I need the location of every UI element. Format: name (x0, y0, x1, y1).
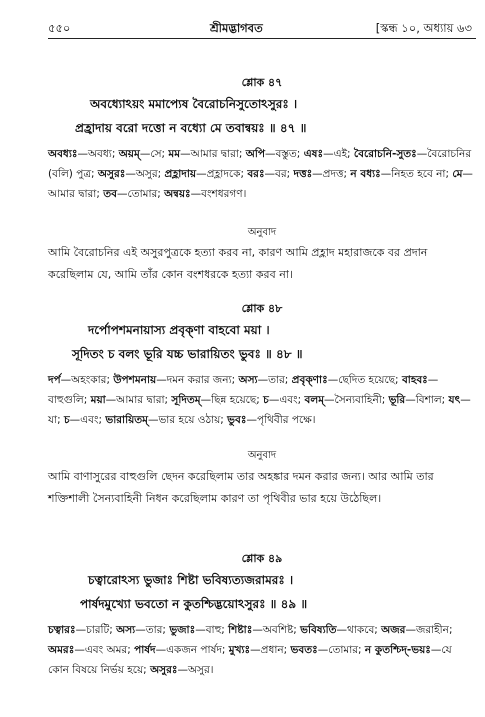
synonym-term: ভূরি (388, 394, 406, 406)
synonym-meaning: —অবধ্য; (77, 148, 119, 160)
synonym-term: যৎ (448, 394, 461, 406)
synonym-meaning: —ছেদিত হয়েছে; (327, 374, 402, 386)
synonyms-paragraph (48, 370, 474, 430)
synonym-meaning: —একজন পার্ষদ; (155, 644, 229, 656)
synonym-term: চ (63, 414, 70, 426)
synonym-term: বাহবঃ (401, 374, 428, 386)
synonym-meaning: —ছিন্ন হয়েছে; (200, 394, 264, 406)
synonym-meaning: —আমার দ্বারা; (48, 168, 473, 200)
synonym-meaning: —বংশধরগণ। (190, 188, 247, 200)
verse-line: দর্পোপশমনায়াস্য প্রবৃক্ণা বাহবো ময়া । (88, 323, 270, 337)
synonym-term: ভুজাঃ (169, 624, 196, 636)
synonym-term: প্রবৃক্ণাঃ (291, 374, 328, 386)
verse-heading: শ্লোক ৪৮ (241, 302, 283, 315)
synonym-meaning: —বর; (264, 168, 294, 180)
synonym-meaning: —তোমার; (317, 644, 365, 656)
book-title: শ্রীমদ্ভাগবত (210, 21, 263, 35)
synonym-term: পার্ষদ (134, 644, 156, 656)
running-header (48, 20, 478, 36)
synonym-meaning: —প্রধান; (250, 644, 291, 656)
synonym-meaning: —জরাহীন; (405, 624, 453, 636)
synonym-meaning: —তার; (135, 624, 170, 636)
verse-line: অবধ্যোঽয়ং মমাপ্যেষ বৈরোচনিসুতোঽসুরঃ । (90, 97, 298, 111)
synonym-meaning: —আমার দ্বারা; (180, 148, 246, 160)
translation-paragraph: আমি বাণাসুরের বাহুগুলি ছেদন করেছিলাম তার অহঙ্কার দমন করার জন্য। আর আমি তার শক্তিশালী সৈন্যবাহিনী নিধন করেছিলাম কারণ তা পৃথিবীর ভার হয়ে উঠেছিল। (48, 470, 434, 505)
synonym-term: মম (168, 148, 181, 160)
synonym-term: অজর (381, 624, 406, 636)
synonym-meaning: —তোমার; (116, 188, 165, 200)
synonym-term: অপি (245, 148, 266, 160)
verse-heading: শ্লোক ৪৯ (241, 552, 283, 565)
synonyms-paragraph (48, 144, 474, 204)
verse-line: সূদিতং চ বলং ভূরি যচ্চ ভারায়িতং ভুবঃ ॥ ৪৮ ॥ (72, 347, 303, 361)
synonym-meaning: —এবং; (268, 394, 305, 406)
synonym-term: অবধ্যঃ (48, 148, 78, 160)
synonym-term: চ (263, 394, 269, 406)
synonym-meaning: —ভার হয়ে ওঠায়; (147, 414, 228, 426)
synonym-meaning: —সে; (139, 148, 169, 160)
synonym-term: অন্বয়ঃ (164, 188, 191, 200)
verse-heading: শ্লোক ৪৭ (241, 76, 283, 89)
synonym-meaning: —নিহত হবে না; (380, 168, 453, 180)
synonym-term: ন বধ্যঃ (350, 168, 381, 180)
synonym-term: অস্য (238, 374, 258, 386)
section-reference: [স্কন্ধ ১০, অধ্যায় ৬৩ (375, 21, 472, 35)
synonym-term: মে (452, 168, 463, 180)
synonym-meaning: —অহংকার; (60, 374, 114, 386)
synonym-meaning: —থাকবে; (336, 624, 382, 636)
synonym-meaning: —এবং অমর; (74, 644, 135, 656)
synonym-meaning: —যা; (48, 394, 471, 426)
header-rule (48, 38, 476, 39)
synonym-term: ভবিষ্যতি (300, 624, 337, 636)
synonym-meaning: —চারটি; (75, 624, 117, 636)
synonym-meaning: —দমন করার জন্য; (156, 374, 239, 386)
translation-heading: অনুবাদ (247, 450, 277, 461)
synonym-meaning: —অবশিষ্ট; (252, 624, 301, 636)
synonym-meaning: —বৈরোচনির (বলি) পুত্র; (48, 148, 472, 180)
synonym-term: ভবতঃ (290, 644, 318, 656)
synonym-term: ময়া (90, 394, 106, 406)
synonym-meaning: —আমার দ্বারা; (105, 394, 172, 406)
verse-line: চত্বারোঽস্য ভুজাঃ শিষ্টা ভবিষ্যত্যজরামরঃ । (88, 573, 294, 587)
synonym-term: মুখ্যঃ (228, 644, 251, 656)
synonym-term: সূদিতম্ (171, 394, 201, 406)
synonym-term: বরঃ (247, 168, 265, 180)
synonym-term: এষঃ (303, 148, 324, 160)
synonym-meaning: —বাহু; (195, 624, 229, 636)
synonym-term: ভারায়িতম্ (105, 414, 148, 426)
verse-line: প্রহ্রাদায় বরো দত্তো ন বধ্যো মে তবান্বয়ঃ ॥ ৪৭ ॥ (75, 121, 307, 135)
synonym-term: বৈরোচনি-সুতঃ (353, 148, 417, 160)
synonym-meaning: —তার; (257, 374, 292, 386)
synonym-term: তব (103, 188, 117, 200)
synonym-meaning: —পৃথিবীর পক্ষে। (246, 414, 316, 426)
synonym-meaning: —বস্তুত; (265, 148, 304, 160)
page-number: ৫৫০ (48, 21, 71, 35)
synonym-meaning: —অসুর; (125, 168, 165, 180)
synonym-term: ভুবঃ (227, 414, 247, 426)
synonym-term: অস্য (116, 624, 136, 636)
synonyms-paragraph (48, 620, 474, 680)
synonym-meaning: —এই; (323, 148, 354, 160)
synonym-term: উপশমনায় (113, 374, 157, 386)
translation-paragraph: আমি বৈরোচনির এই অসুরপুত্রকে হত্যা করব না, কারণ আমি প্রহ্লাদ মহারাজকে বর প্রদান করেছিলাম যে, আমি তাঁর কোন বংশধরকে হত্যা করব না। (48, 246, 428, 281)
synonym-term: শিষ্টাঃ (228, 624, 253, 636)
synonym-term: দত্তঃ (293, 168, 313, 180)
verse-line: পার্ষদমুখ্যো ভবতো ন কুতশ্চিদ্ভয়োঽসুরঃ ॥ ৪৯ ॥ (80, 597, 308, 611)
synonym-meaning: —বাহুগুলি; (48, 374, 439, 406)
synonym-meaning: —এবং; (69, 414, 106, 426)
synonym-term: অয়ম্ (118, 148, 140, 160)
synonym-term: অসুরঃ (150, 664, 178, 676)
synonym-term: অসুরঃ (97, 168, 126, 180)
synonym-term: দর্প (48, 374, 61, 386)
synonym-meaning: —প্রদত্ত; (312, 168, 351, 180)
synonym-term: অমরঃ (48, 644, 75, 656)
synonym-meaning: —প্রহ্লাদকে; (196, 168, 248, 180)
translation-heading: অনুবাদ (247, 227, 277, 238)
synonym-meaning: —অসুর। (177, 664, 214, 676)
synonym-term: বলম্ (304, 394, 325, 406)
synonym-term: চত্বারঃ (48, 624, 76, 636)
synonym-meaning: —যে কোন বিষয়ে নির্ভয় হয়ে; (48, 644, 452, 676)
synonym-meaning: —বিশাল; (405, 394, 449, 406)
synonym-term: প্রহ্লাদায় (164, 168, 197, 180)
synonym-meaning: —সৈন্যবাহিনী; (324, 394, 389, 406)
synonym-term: ন কুতশ্চিদ্-ভয়ঃ (364, 644, 431, 656)
